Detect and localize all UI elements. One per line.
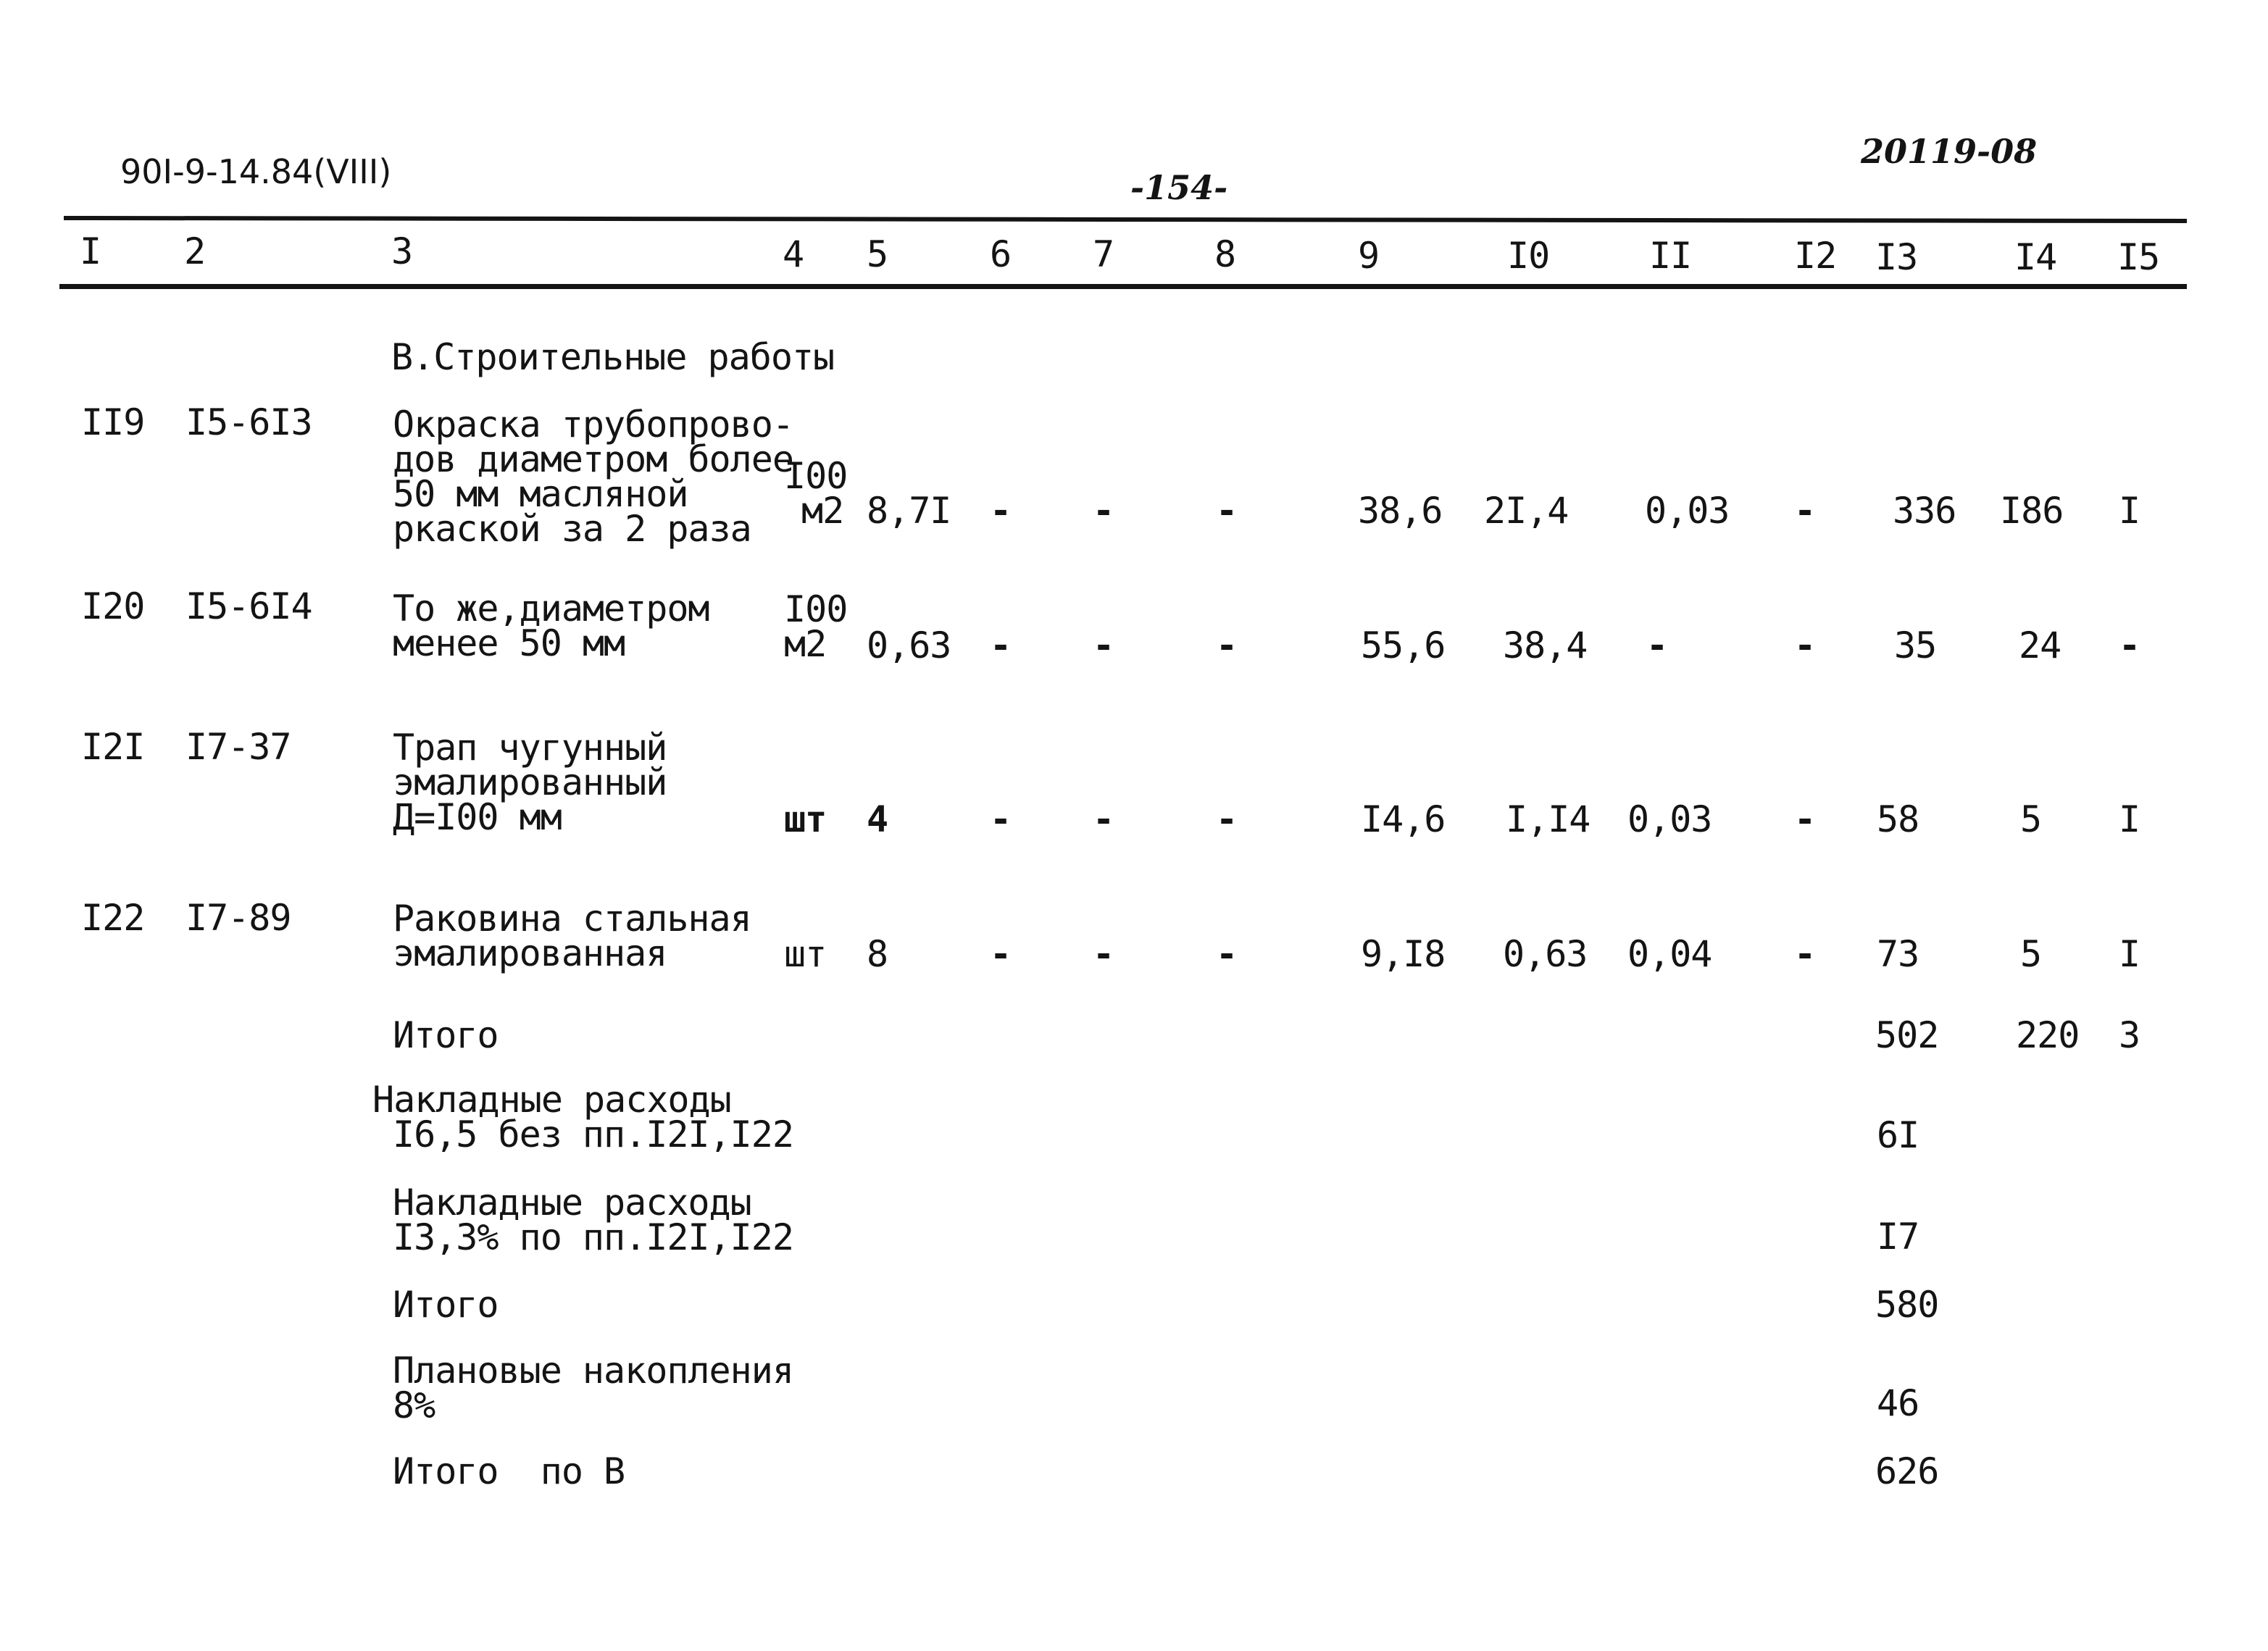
- row-name-line: дов диаметром более: [393, 438, 793, 480]
- col-num-2: 2: [184, 230, 206, 272]
- row-col-14: 5: [2020, 933, 2042, 975]
- row-col-6: -: [990, 624, 1012, 666]
- row-col-6: -: [990, 490, 1012, 532]
- row-col-10: I,I4: [1506, 798, 1590, 840]
- row-col-11: 0,04: [1627, 933, 1712, 975]
- row-col-9: 38,6: [1358, 490, 1443, 532]
- row-name-line: менее 50 мм: [393, 622, 625, 664]
- row-col-8: -: [1216, 933, 1238, 975]
- row-col-5: 8,7I: [867, 490, 951, 532]
- col-num-8: 8: [1214, 233, 1236, 275]
- row-col-8: -: [1216, 798, 1238, 840]
- row-name-line: То же,диаметром: [393, 588, 709, 630]
- row-col-15: I: [2119, 798, 2140, 840]
- section-title: В.Строительные работы: [391, 336, 835, 378]
- row-number: I22: [81, 897, 145, 939]
- row-col-7: -: [1093, 490, 1114, 532]
- row-col-8: -: [1216, 490, 1238, 532]
- row-unit: шт: [784, 933, 827, 975]
- row-col-12: -: [1794, 624, 1816, 666]
- row-name-line: Д=I00 мм: [393, 796, 562, 838]
- row-col-7: -: [1093, 933, 1114, 975]
- row-unit-qty: I00: [784, 588, 848, 630]
- row-number: II9: [81, 401, 145, 443]
- summary-col-13: 502: [1875, 1014, 1939, 1056]
- row-col-15: -: [2119, 624, 2140, 666]
- col-num-12: I2: [1794, 235, 1837, 277]
- row-unit: м2: [784, 623, 827, 665]
- row-col-10: 38,4: [1503, 624, 1588, 666]
- col-num-15: I5: [2117, 236, 2160, 278]
- summary-col-15: 3: [2119, 1014, 2140, 1056]
- row-col-11: -: [1646, 624, 1668, 666]
- row-code: I5-6I4: [185, 585, 312, 627]
- summary-label: [393, 1182, 793, 1258]
- row-unit: м2: [801, 490, 844, 532]
- row-name: [393, 898, 751, 974]
- summary-label: Итого по В: [393, 1450, 625, 1492]
- summary-label: [372, 1079, 793, 1155]
- summary-col-14: 220: [2016, 1014, 2080, 1056]
- summary-label: Итого: [393, 1014, 499, 1056]
- row-name: [393, 727, 667, 838]
- row-col-14: I86: [2000, 490, 2064, 532]
- row-col-12: -: [1794, 490, 1816, 532]
- page-number: -154-: [1130, 168, 1228, 207]
- row-name-line: эмалированный: [393, 761, 667, 803]
- row-col-13: 35: [1894, 624, 1937, 666]
- summary-col-13: 626: [1875, 1450, 1939, 1492]
- row-col-14: 24: [2019, 624, 2061, 666]
- summary-col-13: 6I: [1877, 1114, 1919, 1156]
- summary-col-13: I7: [1877, 1216, 1919, 1258]
- row-col-5: 4: [867, 798, 888, 840]
- row-col-9: 9,I8: [1361, 933, 1446, 975]
- row-name-line: эмалированная: [393, 932, 667, 974]
- row-name: [393, 588, 709, 664]
- col-num-1: I: [80, 230, 101, 272]
- summary-label-line: Накладные расходы: [372, 1079, 731, 1121]
- summary-label: [393, 1350, 793, 1426]
- col-num-4: 4: [783, 233, 804, 275]
- summary-col-13: 580: [1875, 1284, 1939, 1326]
- header-top-rule: [64, 216, 2187, 223]
- row-number: I20: [81, 585, 145, 627]
- col-num-6: 6: [990, 233, 1012, 275]
- row-col-12: -: [1794, 798, 1816, 840]
- row-code: I7-37: [185, 726, 291, 768]
- row-name-line: Раковина стальная: [393, 898, 751, 940]
- row-col-14: 5: [2020, 798, 2042, 840]
- row-col-13: 336: [1893, 490, 1956, 532]
- row-col-11: 0,03: [1645, 490, 1730, 532]
- summary-col-13: 46: [1877, 1382, 1919, 1424]
- row-col-13: 73: [1877, 933, 1919, 975]
- row-col-13: 58: [1877, 798, 1919, 840]
- col-num-10: I0: [1507, 235, 1550, 277]
- row-col-7: -: [1093, 798, 1114, 840]
- row-col-10: 0,63: [1503, 933, 1588, 975]
- summary-label-line: Плановые накопления: [393, 1350, 793, 1392]
- col-num-3: 3: [391, 230, 413, 272]
- header-bottom-rule: [59, 284, 2187, 289]
- summary-label-line: 8%: [393, 1384, 435, 1426]
- row-col-7: -: [1093, 624, 1114, 666]
- summary-label-line: Накладные расходы: [393, 1182, 751, 1224]
- summary-label-line: I3,3% по пп.I2I,I22: [393, 1216, 793, 1258]
- col-num-5: 5: [867, 233, 888, 275]
- row-col-9: 55,6: [1361, 624, 1446, 666]
- row-col-5: 0,63: [867, 624, 951, 666]
- row-name-line: ркаской за 2 раза: [393, 508, 751, 550]
- row-col-6: -: [990, 798, 1012, 840]
- row-unit-qty: I00: [784, 455, 848, 497]
- summary-label: Итого: [393, 1284, 499, 1326]
- row-name-line: 50 мм масляной: [393, 473, 688, 515]
- row-code: I7-89: [185, 897, 291, 939]
- row-name: [393, 404, 793, 550]
- row-col-6: -: [990, 933, 1012, 975]
- col-num-7: 7: [1093, 233, 1114, 275]
- row-col-11: 0,03: [1627, 798, 1712, 840]
- row-col-10: 2I,4: [1484, 490, 1569, 532]
- row-col-8: -: [1216, 624, 1238, 666]
- row-col-5: 8: [867, 933, 888, 975]
- col-num-11: II: [1649, 235, 1692, 277]
- row-col-12: -: [1794, 933, 1816, 975]
- row-col-15: I: [2119, 933, 2140, 975]
- row-code: I5-6I3: [185, 401, 312, 443]
- document-code: 90I-9-14.84(VIII): [120, 152, 392, 191]
- row-col-9: I4,6: [1361, 798, 1446, 840]
- row-number: I2I: [81, 726, 145, 768]
- row-name-line: Окраска трубопрово-: [393, 404, 793, 446]
- col-num-9: 9: [1358, 235, 1380, 277]
- col-num-13: I3: [1875, 236, 1918, 278]
- col-num-14: I4: [2014, 236, 2057, 278]
- row-unit: шт: [784, 798, 827, 840]
- summary-label-line: I6,5 без пп.I2I,I22: [393, 1113, 793, 1155]
- row-name-line: Трап чугунный: [393, 727, 667, 769]
- row-col-15: I: [2119, 490, 2140, 532]
- inventory-number: 20119-08: [1861, 132, 2038, 171]
